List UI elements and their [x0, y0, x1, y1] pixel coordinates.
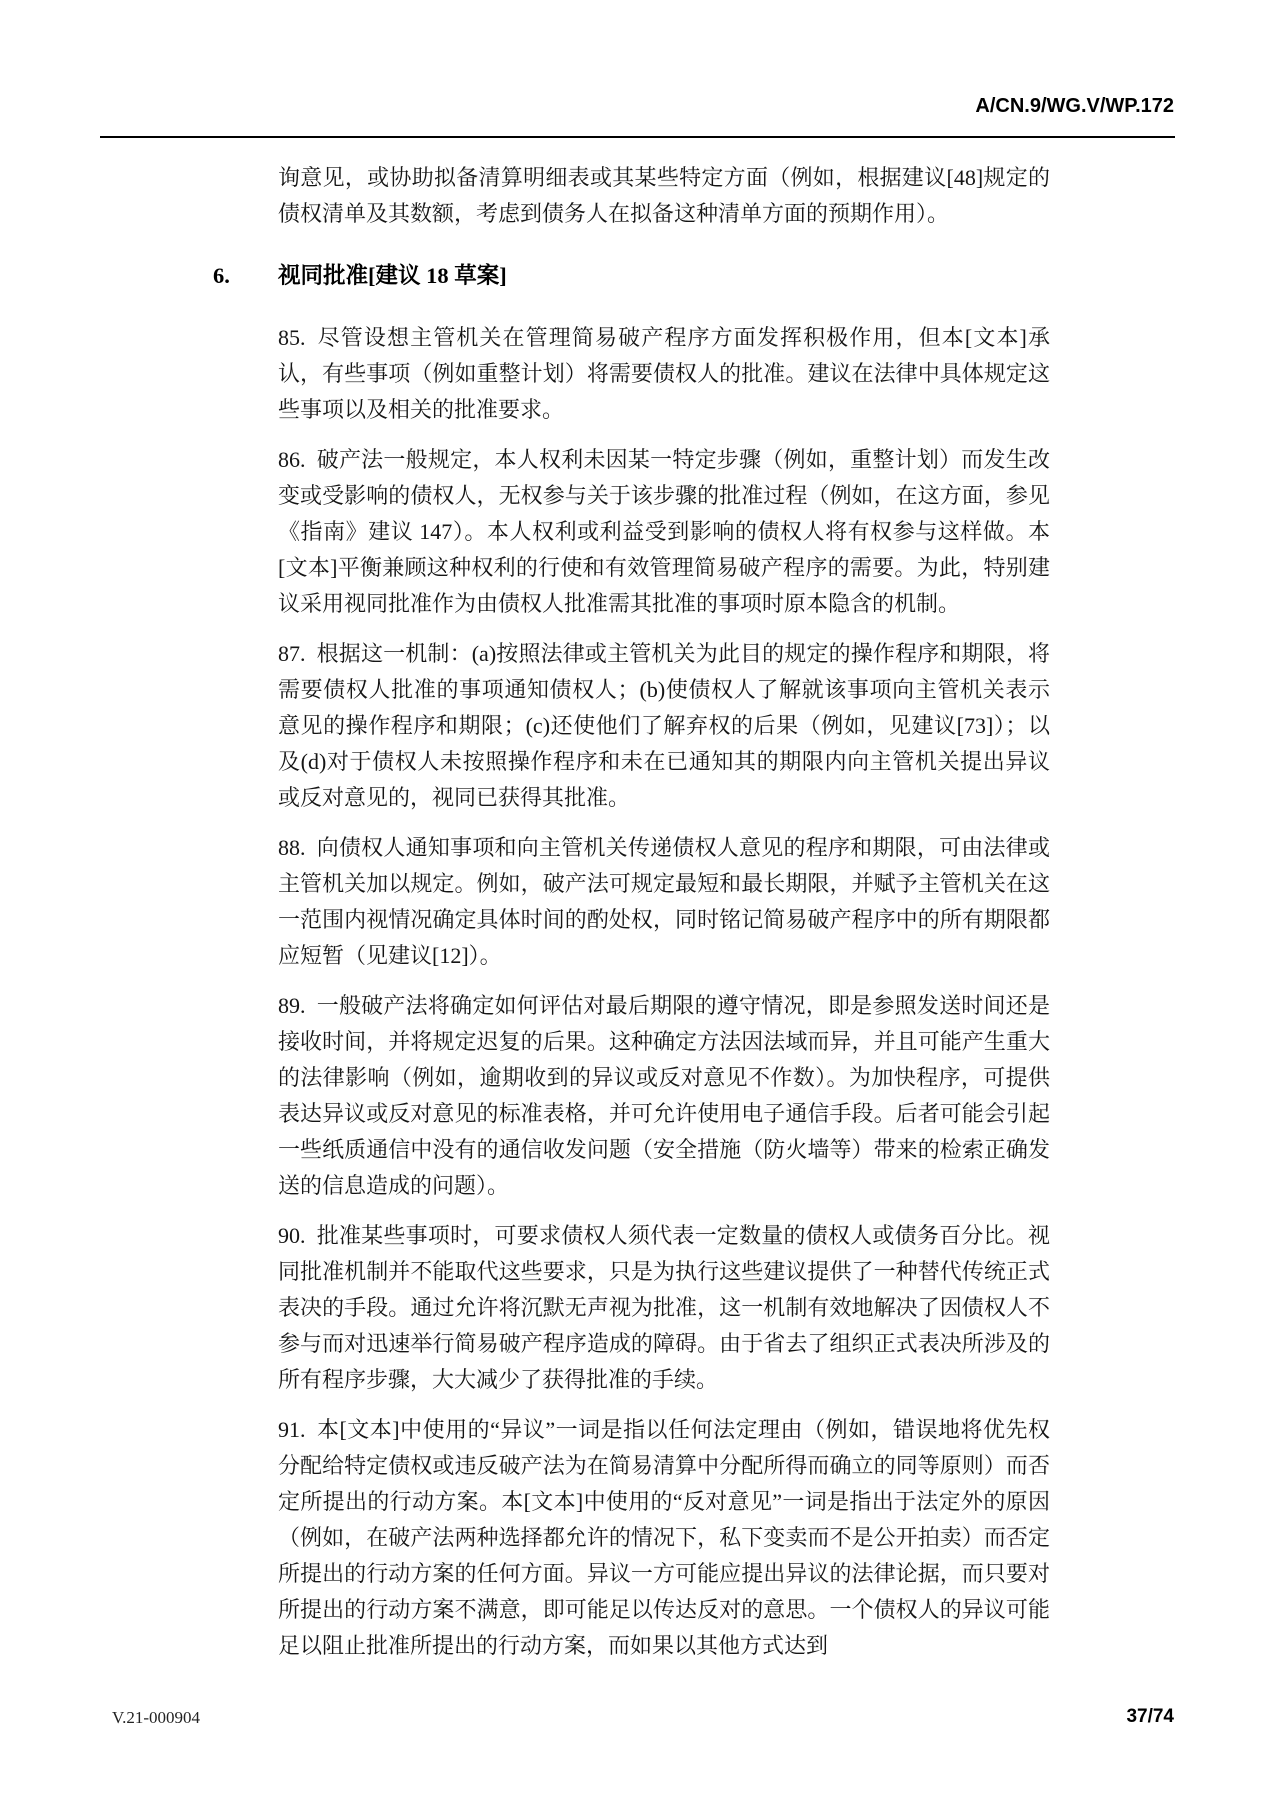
paragraph-text: 根据这一机制：(a)按照法律或主管机关为此目的规定的操作程序和期限，将需要债权人批准的事项通知债权人；(b)使债权人了解就该事项向主管机关表示意见的操作程序和期限；(c)还使他们了解弃权的后果（例如，见建议[73]）；以及(d)对于债权人未按照操作程序和未在已通知其的期限内向主管机关提出异议或反对意见的，视同已获得其批准。	[278, 641, 1050, 810]
section-heading-number: 6.	[213, 263, 230, 288]
paragraph-number: 85.	[278, 325, 306, 350]
paragraph-text: 破产法一般规定，本人权利未因某一特定步骤（例如，重整计划）而发生改变或受影响的债权人，无权参与关于该步骤的批准过程（例如，在这方面，参见《指南》建议 147）。本人权利或利益受到影响的债权人将有权参与这样做。本[文本]平衡兼顾这种权利的行使和有效管理简易破产程序的需要。为此，特别建议采用视同批准作为由债权人批准需其批准的事项时原本隐含的机制。	[278, 447, 1050, 616]
paragraph-number: 91.	[278, 1417, 306, 1442]
paragraph-number: 86.	[278, 447, 306, 472]
header-rule	[100, 136, 1175, 138]
paragraph-text: 尽管设想主管机关在管理简易破产程序方面发挥积极作用，但本[文本]承认，有些事项（例如重整计划）将需要债权人的批准。建议在法律中具体规定这些事项以及相关的批准要求。	[278, 325, 1050, 422]
paragraph-number: 90.	[278, 1223, 306, 1248]
paragraph-86	[278, 442, 1050, 622]
paragraph-text: 批准某些事项时，可要求债权人须代表一定数量的债权人或债务百分比。视同批准机制并不能取代这些要求，只是为执行这些建议提供了一种替代传统正式表决的手段。通过允许将沉默无声视为批准，这一机制有效地解决了因债权人不参与而对迅速举行简易破产程序造成的障碍。由于省去了组织正式表决所涉及的所有程序步骤，大大减少了获得批准的手续。	[278, 1223, 1050, 1392]
header-document-symbol: A/CN.9/WG.V/WP.172	[975, 95, 1174, 117]
page-body	[213, 160, 1050, 1664]
footer-job-number: V.21-000904	[112, 1708, 200, 1727]
paragraph-91	[278, 1412, 1050, 1664]
section-heading	[213, 258, 1050, 294]
paragraph-87	[278, 636, 1050, 816]
paragraph-89	[278, 988, 1050, 1204]
paragraph-number: 88.	[278, 835, 306, 860]
continuation-paragraph: 询意见，或协助拟备清算明细表或其某些特定方面（例如，根据建议[48]规定的债权清单及其数额，考虑到债务人在拟备这种清单方面的预期作用）。	[278, 165, 1050, 226]
paragraph-text: 本[文本]中使用的“异议”一词是指以任何法定理由（例如，错误地将优先权分配给特定债权或违反破产法为在简易清算中分配所得而确立的同等原则）而否定所提出的行动方案。本[文本]中使用的“反对意见”一词是指出于法定外的原因（例如，在破产法两种选择都允许的情况下，私下变卖而不是公开拍卖）而否定所提出的行动方案的任何方面。异议一方可能应提出异议的法律论据，而只要对所提出的行动方案不满意，即可能足以传达反对的意思。一个债权人的异议可能足以阻止批准所提出的行动方案，而如果以其他方式达到	[278, 1417, 1050, 1658]
footer-page-number: 37/74	[1126, 1706, 1174, 1727]
paragraph-90	[278, 1218, 1050, 1398]
paragraph-88	[278, 830, 1050, 974]
paragraph-number: 87.	[278, 641, 306, 666]
paragraph-85	[278, 320, 1050, 428]
paragraph-text: 一般破产法将确定如何评估对最后期限的遵守情况，即是参照发送时间还是接收时间，并将规定迟复的后果。这种确定方法因法域而异，并且可能产生重大的法律影响（例如，逾期收到的异议或反对意见不作数）。为加快程序，可提供表达异议或反对意见的标准表格，并可允许使用电子通信手段。后者可能会引起一些纸质通信中没有的通信收发问题（安全措施（防火墙等）带来的检索正确发送的信息造成的问题）。	[278, 993, 1050, 1198]
paragraph-text: 向债权人通知事项和向主管机关传递债权人意见的程序和期限，可由法律或主管机关加以规定。例如，破产法可规定最短和最长期限，并赋予主管机关在这一范围内视情况确定具体时间的酌处权，同时铭记简易破产程序中的所有期限都应短暂（见建议[12]）。	[278, 835, 1050, 968]
paragraph-number: 89.	[278, 993, 306, 1018]
section-heading-title: 视同批准[建议 18 草案]	[278, 263, 507, 288]
